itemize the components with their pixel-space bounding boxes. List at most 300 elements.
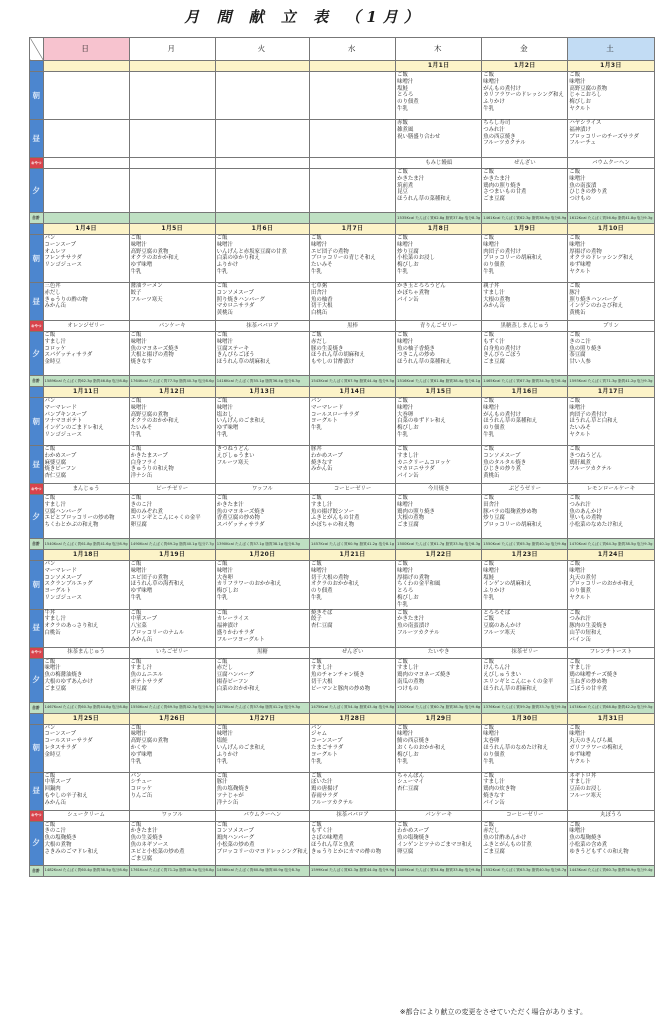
snack-row: [30, 484, 655, 495]
snack-cell: 抹茶まんじゅう: [43, 647, 129, 658]
nutrition-total-cell: 1764Kcal たんぱく質77.5g 脂質40.3g 塩分8.6g: [129, 376, 215, 387]
menu-item: 大巻卵: [216, 574, 233, 581]
menu-item: 小松菜の炒め煮: [216, 841, 255, 848]
menu-item: 味噌汁: [397, 241, 414, 248]
breakfast-cell: [396, 724, 482, 772]
menu-item: ちくわの金平和風: [397, 581, 441, 588]
date-cell: 1月15日: [396, 387, 482, 398]
menu-item: コーンスープ: [44, 731, 77, 738]
menu-item: きゅうりの酢の物: [44, 296, 88, 303]
menu-item: 牛乳: [397, 431, 408, 438]
menu-item: 魚の柚香: [311, 296, 333, 303]
menu-item: たいみそ: [130, 425, 153, 432]
menu-item: かきたま汁: [483, 175, 511, 182]
menu-item: 小松菜のお浸し: [397, 255, 435, 262]
menu-item: 味噌汁: [483, 78, 500, 85]
dinner-cell: [129, 169, 215, 213]
dinner-cell: [396, 169, 482, 213]
nutrition-total-cell: 1409Kcal たんぱく質54.6g 脂質33.8g 塩分9.8g: [396, 865, 482, 876]
lunch-cell: [482, 120, 568, 158]
menu-item: つきこんの炒め: [397, 352, 435, 359]
menu-item: ご飯: [397, 332, 408, 338]
menu-item: リンゴジュース: [44, 262, 82, 269]
menu-item: 鶏の唐揚げ: [311, 786, 338, 793]
menu-item: さつまいもの甘煮: [483, 189, 527, 196]
menu-item: 塩鮭: [483, 574, 495, 581]
menu-item: のり佃煮: [397, 99, 419, 106]
menu-item: ごぼうの甘辛煮: [569, 685, 608, 692]
date-cell: 1月30日: [482, 713, 568, 724]
menu-item: ビーマンと豚肉の炒め物: [311, 685, 371, 692]
menu-item: ブロッコリーの胡麻和え: [483, 255, 543, 262]
snack-label: おやつ: [30, 810, 44, 821]
menu-item: ブロッコリーの青じそ和え: [311, 255, 376, 262]
menu-item: ちくわとかぶの和え物: [44, 522, 99, 529]
nutrition-total-cell: 1456Kcal たんぱく質60.8g 脂質40.9g 塩分8.3g: [215, 865, 309, 876]
breakfast-label: 朝: [30, 561, 44, 610]
snack-cell: 抹茶ゼリー: [482, 647, 568, 658]
menu-item: すまし汁: [483, 289, 505, 296]
menu-item: フルーツカクテル: [483, 140, 526, 147]
menu-item: 大根と揚げの煮物: [130, 352, 174, 359]
total-label: 合計: [30, 702, 44, 713]
menu-item: 厚揚げの煮物: [397, 574, 430, 581]
lunch-cell: [568, 609, 654, 647]
menu-item: 高野豆腐の煮物: [130, 738, 169, 745]
menu-item: 魚のネギソース: [130, 841, 169, 848]
lunch-cell: [396, 120, 482, 158]
menu-item: 揚春ビーフン: [216, 678, 249, 685]
snack-cell: レモンロールケーキ: [568, 484, 654, 495]
breakfast-cell: [482, 724, 568, 772]
dinner-cell: [310, 821, 396, 865]
menu-item: すまし汁: [130, 665, 153, 672]
breakfast-cell: [310, 72, 396, 120]
menu-item: パイン缶: [483, 799, 505, 806]
breakfast-cell: [43, 235, 129, 283]
menu-item: ご飯: [569, 398, 581, 404]
snack-cell: 黒糖: [215, 647, 309, 658]
menu-item: 梅びしお: [397, 425, 419, 432]
menu-item: とろろ: [397, 588, 414, 595]
menu-item: 回鍋肉: [44, 786, 61, 793]
menu-item: 梅びしお: [397, 594, 419, 601]
menu-item: ふきとがんもの甘煮: [483, 841, 532, 848]
menu-item: ご飯: [130, 609, 142, 616]
menu-item: 焼きそば: [311, 609, 333, 616]
menu-item: ご飯: [397, 495, 408, 501]
menu-item: 鶏肉の照り焼き: [397, 508, 435, 515]
date-cell: 1月9日: [482, 224, 568, 235]
menu-item: とろろ: [397, 92, 414, 99]
menu-item: ご飯: [569, 72, 581, 78]
menu-item: ヤクルト: [569, 105, 591, 112]
menu-item: 味噌汁: [569, 78, 586, 85]
date-row-label: [30, 224, 44, 235]
menu-item: ご飯: [569, 235, 581, 241]
menu-item: もずく汁: [311, 828, 333, 835]
menu-item: ご飯: [216, 283, 228, 289]
menu-item: ごま豆腐: [483, 848, 505, 855]
dinner-row: [30, 495, 655, 539]
lunch-cell: [43, 609, 129, 647]
weekday-3: 水: [310, 38, 396, 61]
total-label: 合計: [30, 213, 44, 224]
menu-item: ちゃんぽん: [397, 772, 425, 779]
menu-item: 豆苗のお浸し: [569, 786, 602, 793]
date-cell: 1月17日: [568, 387, 654, 398]
snack-cell: フレンチトースト: [568, 647, 654, 658]
snack-cell: 抹茶ババロア: [310, 810, 396, 821]
lunch-cell: [568, 120, 654, 158]
menu-item: ご飯: [216, 561, 228, 567]
snack-row: [30, 158, 655, 169]
menu-item: ご飯: [216, 658, 228, 665]
menu-item: ご飯: [397, 561, 408, 567]
nutrition-total-cell: 1599Kcal たんぱく質62.3g 脂質44.0g 塩分9.9g: [310, 865, 396, 876]
nutrition-total-cell: 1376Kcal たんぱく質59.2g 脂質33.7g 塩分9.0g: [482, 702, 568, 713]
dinner-cell: [310, 169, 396, 213]
menu-item: 牛乳: [130, 431, 142, 438]
menu-item: 魚の西京焼き: [483, 133, 516, 140]
menu-item: 梅びしお: [216, 588, 239, 595]
menu-item: オクラのおかか和え: [130, 255, 180, 262]
menu-item: オクラのおかか和え: [311, 581, 360, 588]
date-cell: 1月14日: [310, 387, 396, 398]
menu-item: 焼きなす: [483, 792, 505, 799]
lunch-cell: [129, 120, 215, 158]
dinner-cell: [215, 658, 309, 702]
breakfast-cell: [568, 724, 654, 772]
menu-item: ほうれん草の胡麻和え: [311, 352, 365, 359]
date-cell: 1月23日: [482, 550, 568, 561]
menu-item: かぼちゃの和え物: [311, 522, 355, 529]
menu-item: ご飯: [483, 332, 495, 338]
breakfast-cell: [310, 724, 396, 772]
nutrition-total-cell: 1467Kcal たんぱく質60.3g 脂質44.8g 塩分8.8g: [43, 702, 129, 713]
date-row: [30, 61, 655, 72]
lunch-cell: [215, 446, 309, 484]
menu-item: コンソメスープ: [216, 289, 254, 296]
menu-item: レタスサラダ: [44, 744, 77, 751]
menu-item: 炒り豆腐: [397, 248, 419, 255]
breakfast-cell: [215, 724, 309, 772]
dinner-cell: [568, 821, 654, 865]
nutrition-total-cell: [43, 213, 129, 224]
lunch-label: 昼: [30, 772, 44, 810]
date-cell: 1月12日: [129, 387, 215, 398]
breakfast-row: [30, 561, 655, 610]
lunch-row: [30, 120, 655, 158]
menu-item: 豆腐ハンバーグ: [44, 508, 82, 515]
menu-item: きのこ汁: [130, 501, 153, 508]
menu-item: リンゴジュース: [44, 431, 82, 438]
lunch-cell: [310, 772, 396, 810]
nutrition-total-cell: [310, 213, 396, 224]
menu-item: ご飯: [130, 658, 142, 665]
menu-item: コロッケ: [44, 345, 66, 352]
menu-item: ゆず味噌: [569, 262, 591, 269]
menu-item: ほうれん草の菜種和え: [397, 196, 452, 203]
menu-item: えびしゅうまい: [483, 672, 521, 679]
date-cell: 1月27日: [215, 713, 309, 724]
menu-item: パイン缶: [397, 296, 419, 303]
menu-item: ご飯: [216, 398, 228, 404]
menu-item: 洋ナシ缶: [216, 799, 239, 806]
snack-cell: ワッフル: [215, 484, 309, 495]
footnote: ※都合により献立の変更をさせていただく場合があります。: [399, 1008, 587, 1016]
menu-item: 味噌汁: [130, 404, 147, 411]
total-label: 合計: [30, 539, 44, 550]
menu-item: 親子丼: [483, 283, 500, 289]
menu-item: ご飯: [130, 821, 142, 828]
menu-item: 豚の生姜焼き: [311, 345, 344, 352]
menu-item: 牛乳: [216, 758, 228, 765]
menu-item: インゲンのわさび和え: [569, 303, 624, 310]
menu-item: 中華スープ: [44, 779, 71, 786]
menu-item: いんげんと赤坂家豆腐の甘煮: [216, 248, 287, 255]
corner-cell: [30, 38, 44, 61]
menu-item: 味噌汁: [44, 665, 61, 672]
menu-item: 牛乳: [483, 268, 495, 275]
snack-cell: シュークリーム: [43, 810, 129, 821]
menu-item: すまし汁: [397, 665, 419, 672]
menu-item: パン: [44, 398, 56, 404]
menu-item: ゆず味噌: [130, 262, 153, 269]
menu-item: 里いもの煮物: [569, 515, 602, 522]
menu-item: ご飯: [397, 169, 408, 175]
menu-item: 魚のマヨネーズ焼き: [130, 345, 179, 352]
menu-item: 赤だし: [216, 665, 233, 672]
lunch-cell: [215, 609, 309, 647]
menu-item: 筑前煮: [397, 182, 414, 189]
menu-item: 赤だし: [483, 828, 500, 835]
lunch-cell: [43, 283, 129, 321]
date-cell: 1月31日: [568, 713, 654, 724]
lunch-cell: [215, 283, 309, 321]
nutrition-total-cell: 1474Kcal たんぱく質68.8g 脂質42.2g 塩分9.5g: [568, 702, 654, 713]
dinner-label: 夕: [30, 332, 44, 376]
nutrition-total-cell: 1516Kcal たんぱく質61.8g 脂質38.4g 塩分8.1g: [396, 376, 482, 387]
breakfast-cell: [43, 398, 129, 446]
total-label: 合計: [30, 376, 44, 387]
menu-item: ご飯: [216, 235, 228, 241]
lunch-row: [30, 446, 655, 484]
menu-item: エリンギとこんにゃくの金平: [483, 678, 554, 685]
breakfast-cell: [129, 724, 215, 772]
menu-item: 炒り豆腐: [483, 515, 505, 522]
menu-item: フルーツヨーグルト: [216, 636, 265, 643]
snack-cell: [310, 158, 396, 169]
date-cell: 1月11日: [43, 387, 129, 398]
menu-item: マカロニサラダ: [397, 466, 435, 473]
menu-item: ご飯: [216, 495, 228, 501]
menu-item: さきみのごマドレ和え: [44, 848, 99, 855]
snack-label: おやつ: [30, 484, 44, 495]
nutrition-total-cell: 1552Kcal たんぱく質63.3g 脂質40.5g 塩分8.7g: [482, 865, 568, 876]
menu-item: がんもの煮付け: [483, 85, 521, 92]
snack-cell: バウムクーヘン: [215, 810, 309, 821]
menu-item: ご飯: [483, 398, 495, 404]
menu-item: ご飯: [569, 821, 581, 828]
date-cell: 1月26日: [129, 713, 215, 724]
dinner-cell: [482, 332, 568, 376]
menu-item: 鶏のみぞれ煮: [130, 508, 163, 515]
menu-item: 味噌汁: [216, 404, 233, 411]
menu-item: ご飯: [569, 332, 581, 338]
snack-cell: 抹茶ババロア: [215, 321, 309, 332]
menu-item: 豆腐ステーキ: [216, 345, 249, 352]
nutrition-total-cell: 1457Kcal たんぱく質60.9g 脂質41.2g 塩分8.1g: [310, 539, 396, 550]
menu-item: ご飯: [311, 658, 322, 665]
menu-item: フルーツ寒天: [569, 792, 602, 799]
weekday-5: 金: [482, 38, 568, 61]
menu-item: カリフラワーのドレッシング和え: [483, 92, 564, 99]
menu-item: ご飯: [311, 561, 322, 567]
menu-item: ご飯: [44, 772, 56, 779]
snack-cell: 今川焼き: [396, 484, 482, 495]
menu-item: 茶豆腐: [569, 352, 586, 359]
snack-cell: パンケーキ: [129, 321, 215, 332]
menu-item: 高野豆腐の煮物: [130, 248, 169, 255]
menu-item: ご飯: [216, 332, 228, 338]
menu-item: スパゲッティサラダ: [44, 352, 93, 359]
menu-item: 魚の生姜焼き: [130, 835, 163, 842]
lunch-cell: [396, 772, 482, 810]
date-cell: 1月8日: [396, 224, 482, 235]
menu-item: みかん缶: [44, 303, 67, 310]
menu-item: かきたまスープ: [130, 452, 168, 459]
menu-item: もやしの辛子和え: [44, 792, 88, 799]
nutrition-total-cell: 1520Kcal たんぱく質60.7g 脂質38.3g 塩分9.6g: [396, 702, 482, 713]
dinner-cell: [568, 495, 654, 539]
menu-item: ゆきうどもずくの和え物: [569, 848, 629, 855]
menu-item: 鶏肉ハンバーグ: [216, 835, 255, 842]
menu-item: すまし汁: [483, 779, 505, 786]
menu-item: かぼちゃ煮物: [397, 289, 430, 296]
menu-item: 甘い人参: [569, 359, 591, 366]
menu-item: 魚のマヨネーズ焼き: [216, 508, 265, 515]
menu-item: 魚の塩麹焼き: [397, 835, 430, 842]
menu-item: ごま豆腐: [483, 196, 505, 203]
weekday-6: 土: [568, 38, 654, 61]
nutrition-total-cell: 1535Kcal たんぱく質62.8g 脂質37.8g 塩分8.3g: [396, 213, 482, 224]
menu-item: ポテトサラダ: [130, 678, 163, 685]
snack-cell: コーヒーゼリー: [482, 810, 568, 821]
menu-item: パン: [44, 724, 56, 731]
lunch-cell: [310, 283, 396, 321]
menu-item: きゅうりとかにカマの酢の物: [311, 848, 382, 855]
menu-item: パン: [44, 235, 56, 241]
menu-item: 味噌汁: [311, 567, 328, 574]
menu-item: のり佃煮: [311, 588, 333, 595]
menu-item: ご飯: [483, 616, 495, 623]
menu-item: 鶏肉の照り焼き: [483, 182, 521, 189]
dinner-cell: [396, 332, 482, 376]
menu-item: ご飯: [216, 724, 228, 731]
menu-item: 田舎汁: [483, 501, 500, 508]
menu-item: きつねうどん: [569, 452, 602, 459]
dinner-cell: [129, 821, 215, 865]
menu-table: [29, 37, 655, 877]
menu-item: 魚の塩麹焼き: [216, 786, 250, 793]
snack-row: [30, 810, 655, 821]
menu-item: エリンギとこんにゃくの金平: [130, 515, 201, 522]
lunch-cell: [129, 283, 215, 321]
dinner-label: 夕: [30, 821, 44, 865]
date-cell: 1月7日: [310, 224, 396, 235]
menu-item: たまごサラダ: [311, 744, 344, 751]
menu-item: ご飯: [483, 724, 495, 731]
menu-item: カニクリームコロッケ: [397, 459, 451, 466]
dinner-cell: [129, 332, 215, 376]
menu-item: ご飯: [397, 658, 408, 665]
lunch-cell: [129, 446, 215, 484]
total-label: 合計: [30, 865, 44, 876]
menu-item: 魚の揚げ餃シソー: [311, 508, 355, 515]
menu-item: パン: [130, 772, 142, 779]
dinner-cell: [396, 658, 482, 702]
menu-item: 大根の煮物: [44, 841, 72, 848]
menu-item: ブロッコリーのマヨドレッシング和え: [216, 848, 308, 855]
dinner-row: [30, 332, 655, 376]
menu-item: フルーツ寒天: [216, 459, 249, 466]
menu-item: のり佃煮: [483, 262, 505, 269]
menu-item: コンソメスープ: [483, 452, 521, 459]
menu-item: 牛乳: [216, 268, 228, 275]
snack-row: [30, 321, 655, 332]
snack-cell: ぜんざい: [482, 158, 568, 169]
menu-item: ヨーグルト: [311, 418, 338, 425]
menu-item: かきたま汁: [130, 828, 158, 835]
menu-item: つみれ汁: [569, 616, 591, 623]
menu-item: エビとブロッコリーの炒め物: [44, 515, 115, 522]
dinner-cell: [310, 332, 396, 376]
nutrition-total-cell: 1490Kcal たんぱく質69.2g 脂質40.1g 塩分7.7g: [129, 539, 215, 550]
menu-item: インゲンとツナのごまマヨ和え: [397, 841, 473, 848]
menu-item: ご飯: [397, 398, 408, 404]
menu-item: ご飯: [130, 724, 142, 731]
menu-item: 卵豆腐: [130, 522, 147, 529]
menu-item: 牛乳: [397, 268, 408, 275]
snack-cell: たいやき: [396, 647, 482, 658]
date-cell: 1月13日: [215, 387, 309, 398]
menu-item: ほうれん草の菜種和え: [483, 418, 538, 425]
total-row: [30, 702, 655, 713]
snack-cell: 青りんごゼリー: [396, 321, 482, 332]
menu-item: ほうれん草の菜種和え: [397, 359, 452, 366]
menu-item: マーマレード: [44, 567, 77, 574]
menu-item: コンソメスープ: [44, 574, 82, 581]
menu-item: のり佃煮: [569, 588, 591, 595]
menu-item: ご飯: [483, 495, 495, 501]
menu-item: 牛乳: [311, 758, 322, 765]
date-cell: 1月24日: [568, 550, 654, 561]
menu-item: 麻婆豆腐: [44, 459, 67, 466]
nutrition-total-cell: 1593Kcal たんぱく質71.3g 脂質41.2g 塩分9.3g: [568, 376, 654, 387]
menu-item: 牛乳: [483, 431, 495, 438]
date-cell: 1月18日: [43, 550, 129, 561]
menu-item: ブロッコリーのナムル: [130, 629, 185, 636]
menu-item: 田舎汁: [311, 289, 328, 296]
breakfast-row: [30, 398, 655, 446]
menu-item: 味噌汁: [397, 404, 414, 411]
breakfast-cell: [129, 561, 215, 610]
menu-item: ご飯: [397, 235, 408, 241]
lunch-cell: [568, 772, 654, 810]
menu-item: ほうれん草のなめたけ和え: [483, 744, 548, 751]
menu-item: 豚汁: [569, 289, 581, 296]
